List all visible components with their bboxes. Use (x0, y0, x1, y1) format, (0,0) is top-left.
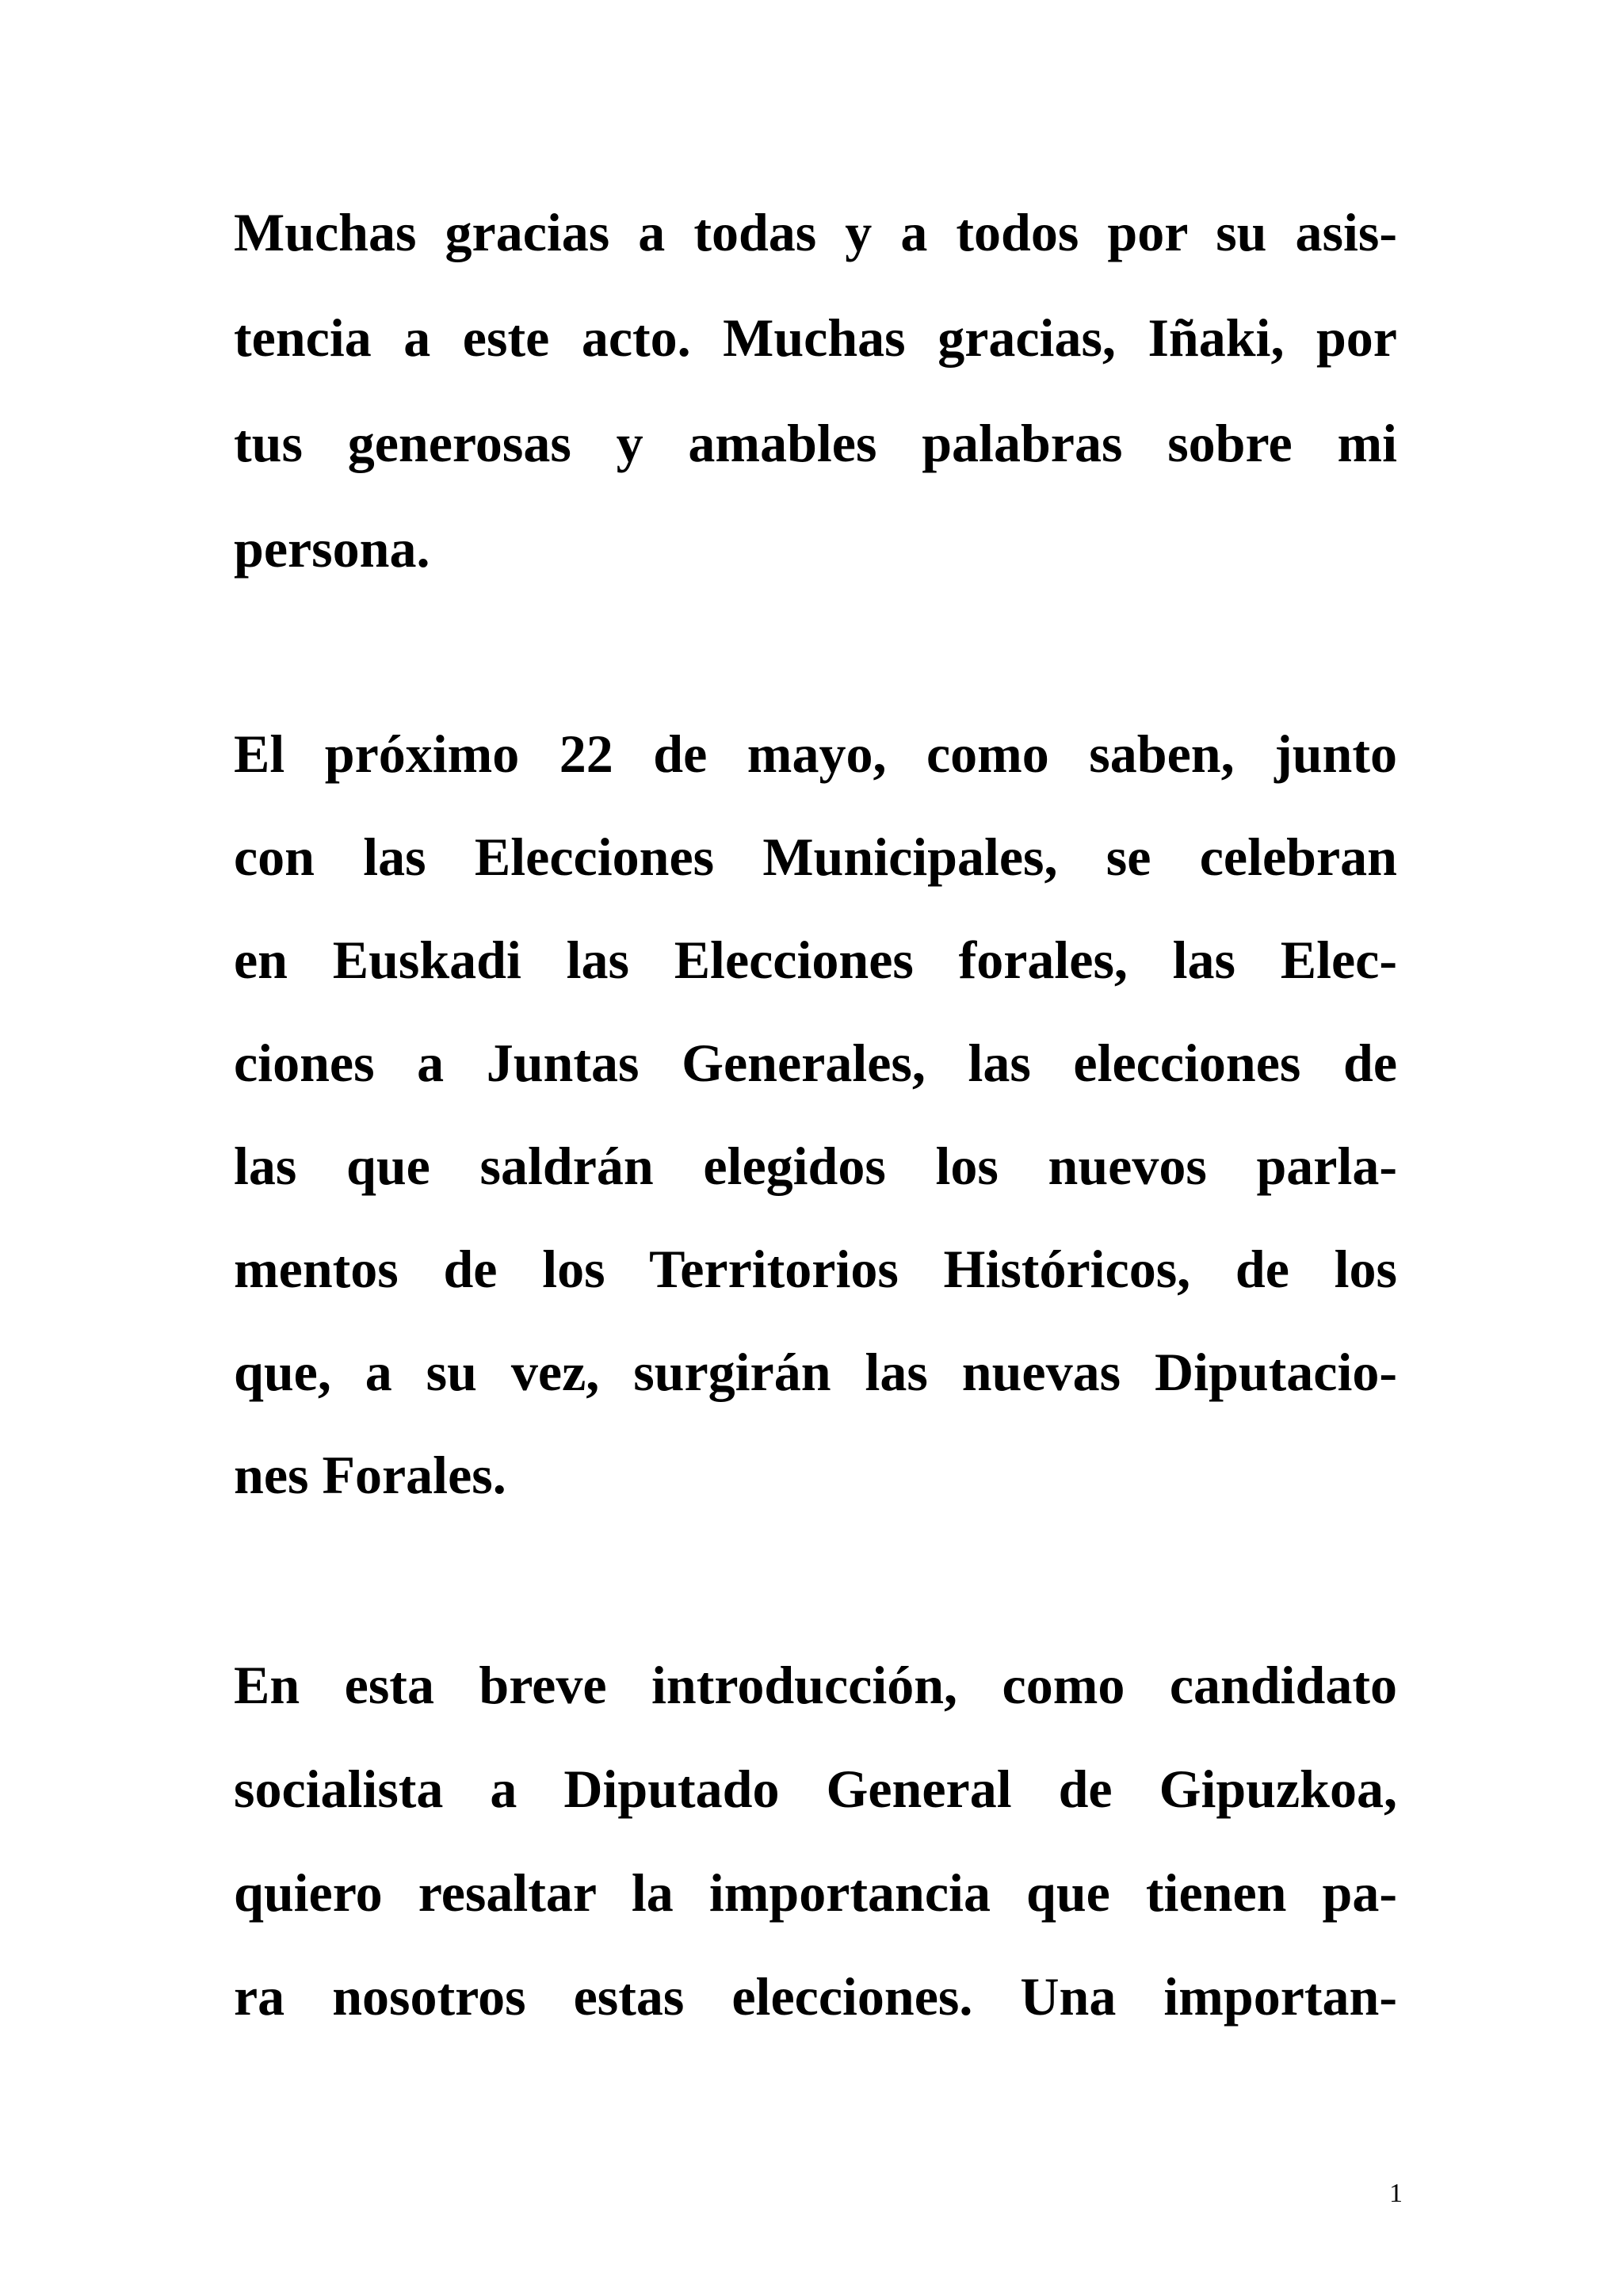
text-line: quiero resaltar la importancia que tienen pa- (234, 1862, 1397, 1923)
text-line: nes Forales. (234, 1445, 506, 1505)
text-line: socialista a Diputado General de Gipuzkoa, (234, 1759, 1397, 1819)
text-line: ciones a Juntas Generales, las elecciones de (234, 1033, 1397, 1093)
page-number: 1 (1389, 2179, 1403, 2208)
text-line: En esta breve introducción, como candidato (234, 1655, 1397, 1715)
text-line: tencia a este acto. Muchas gracias, Iñaki, por (234, 308, 1397, 368)
text-line: persona. (234, 518, 430, 579)
text-line: El próximo 22 de mayo, como saben, junto (234, 724, 1397, 784)
text-line: ra nosotros estas elecciones. Una importan- (234, 1966, 1397, 2027)
text-line: en Euskadi las Elecciones forales, las Elec- (234, 930, 1397, 990)
text-line: Muchas gracias a todas y a todos por su asis- (234, 202, 1397, 262)
text-line: tus generosas y amables palabras sobre mi (234, 413, 1397, 473)
text-line: con las Elecciones Municipales, se celebran (234, 827, 1397, 887)
text-line: que, a su vez, surgirán las nuevas Diputacio- (234, 1342, 1397, 1402)
text-line: las que saldrán elegidos los nuevos parla- (234, 1136, 1397, 1196)
text-line: mentos de los Territorios Históricos, de los (234, 1239, 1397, 1299)
